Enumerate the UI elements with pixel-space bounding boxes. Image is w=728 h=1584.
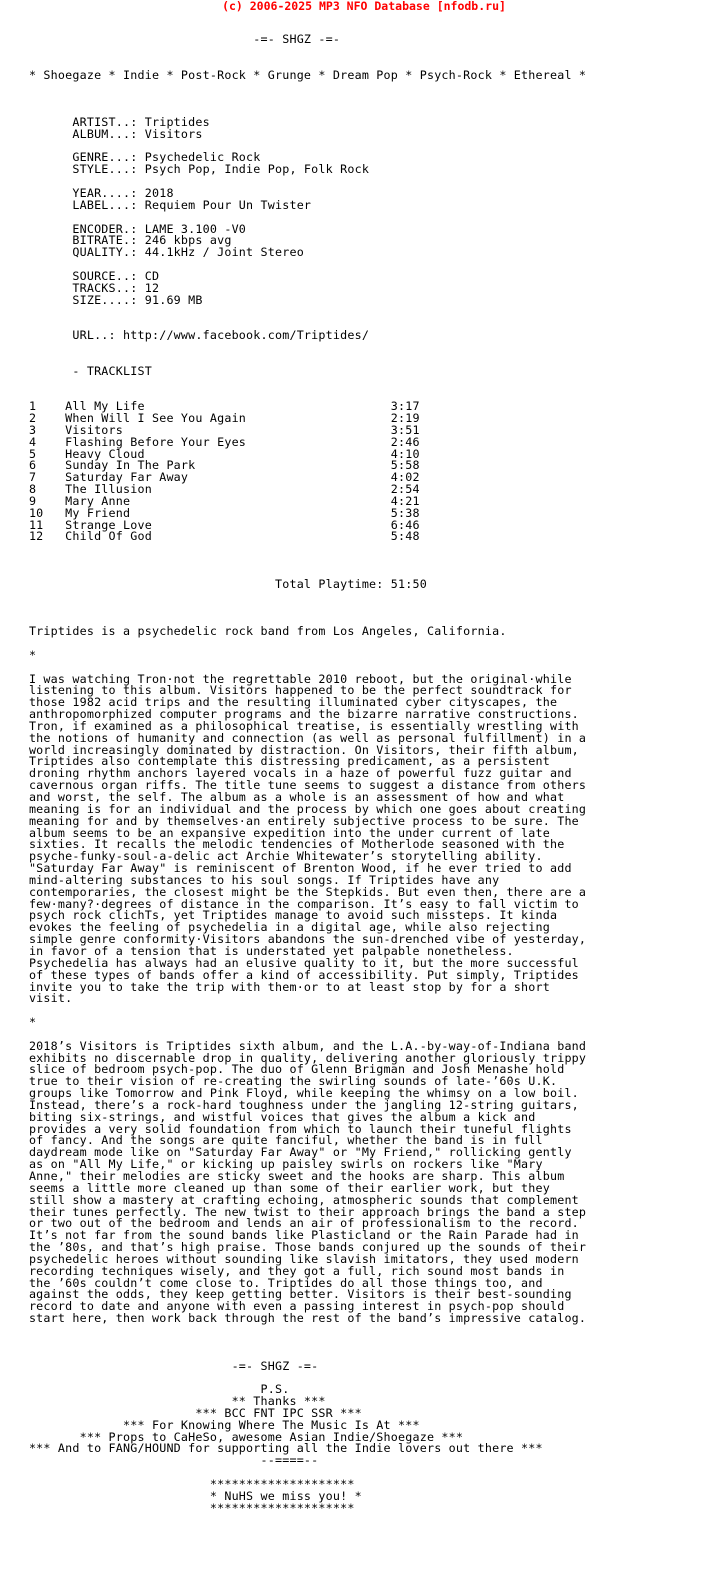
nfo-line: I was watching Tron·not the regrettable 2010 reboot, but the original·while	[0, 671, 572, 686]
nfo-line: few·many?·degrees of distance in the comparison. It’s easy to fall victim to	[0, 896, 579, 911]
nfo-line: anthropomorphized computer programs and the bizarre narrative constructions.	[0, 707, 579, 722]
nfo-line: GENRE...: Psychedelic Rock	[0, 150, 261, 165]
nfo-line: ALBUM...: Visitors	[0, 126, 203, 141]
nfo-line: ********************	[0, 1476, 355, 1491]
nfo-line: 11 Strange Love 6:46	[0, 517, 420, 532]
nfo-line: It’s not far from the sound bands like Plasticland or the Rain Parade had in	[0, 1228, 579, 1243]
nfo-line: invite you to take the trip with them·or to at least stop by for a short	[0, 979, 550, 994]
nfo-line: Instead, there’s a rock-hard toughness under the jangling 12-string guitars,	[0, 1097, 579, 1112]
nfo-line: SIZE....: 91.69 MB	[0, 292, 203, 307]
nfo-line: Total Playtime: 51:50	[0, 576, 427, 591]
nfo-line: 8 The Illusion 2:54	[0, 482, 420, 497]
nfo-line: 4 Flashing Before Your Eyes 2:46	[0, 434, 420, 449]
nfo-line: the ’80s, and that’s high praise. Those bands conjured up the sounds of their	[0, 1240, 587, 1255]
nfo-line: the notions of humanity and connection (as well as personal fulfillment) in a	[0, 730, 587, 745]
nfo-line: groups like Tomorrow and Pink Floyd, while keeping the whimsy on a low boil.	[0, 1086, 579, 1101]
nfo-line: 9 Mary Anne 4:21	[0, 493, 420, 508]
nfo-line: Psychedelia has always had an elusive quality to it, but the more successful	[0, 955, 579, 970]
nfo-line: 1 All My Life 3:17	[0, 399, 420, 414]
nfo-line: as on "All My Life," or kicking up paisley swirls on rockers like "Mary	[0, 1157, 543, 1172]
nfo-line: against the odds, they keep getting better. Visitors is their best-sounding	[0, 1287, 572, 1302]
nfo-line: 2 When Will I See You Again 2:19	[0, 411, 420, 425]
nfo-line: 6 Sunday In The Park 5:58	[0, 458, 420, 473]
nfo-line: provides a very solid foundation from which to launch their tuneful flights	[0, 1121, 572, 1136]
nfo-line: -=- SHGZ -=-	[0, 32, 341, 46]
nfo-line: * Shoegaze * Indie * Post-Rock * Grunge * Dream Pop * Psych-Rock * Ethereal *	[0, 67, 587, 82]
nfo-line: evokes the feeling of psychedelia in a digital age, while also rejecting	[0, 920, 550, 935]
nfo-line: YEAR....: 2018	[0, 185, 174, 200]
nfo-line: ** Thanks ***	[0, 1394, 326, 1409]
nfo-line: psychedelic heroes without sounding like slavish imitators, they used modern	[0, 1251, 579, 1266]
nfo-line: "Saturday Far Away" is reminiscent of Brenton Wood, if he ever tried to add	[0, 861, 572, 876]
nfo-line: cavernous organ riffs. The title tune seems to suggest a distance from others	[0, 778, 587, 793]
nfo-line: Triptides is a psychedelic rock band from Los Angeles, California.	[0, 624, 507, 639]
nfo-line: --====--	[0, 1453, 319, 1468]
nfo-line: contemporaries, the closest might be the Stepkids. But even then, there are a	[0, 884, 587, 899]
nfo-line: 3 Visitors 3:51	[0, 422, 420, 437]
nfo-line: * NuHS we miss you! *	[0, 1488, 362, 1503]
nfo-line: P.S.	[0, 1382, 290, 1397]
nfo-text-body	[0, 34, 586, 1514]
nfo-line: their tunes perfectly. The new twist to their approach brings the band a step	[0, 1204, 587, 1219]
nfo-line: 2018’s Visitors is Triptides sixth album, and the L.A.-by-way-of-Indiana band	[0, 1038, 587, 1053]
nfo-line: droning rhythm anchors layered vocals in a haze of powerful fuzz guitar and	[0, 766, 572, 781]
nfo-line: SOURCE..: CD	[0, 268, 160, 283]
nfo-line[interactable]: URL..: http://www.facebook.com/Triptides/	[0, 328, 370, 343]
nfo-line: album seems to be an expansive expedition into the under current of late	[0, 825, 550, 840]
nfo-line: those 1982 acid trips and the resulting illuminated cyber cityscapes, the	[0, 695, 558, 710]
nfo-line: *** BCC FNT IPC SSR ***	[0, 1405, 362, 1420]
nfo-line: record to date and anyone with even a passing interest in psych-pop should	[0, 1299, 565, 1314]
nfo-line: Anne," their melodies are sticky sweet and the hooks are sharp. This album	[0, 1169, 565, 1183]
nfo-line: ARTIST..: Triptides	[0, 114, 210, 129]
nfo-line: ENCODER.: LAME 3.100 -V0	[0, 221, 247, 236]
nfo-line: mind-altering substances to his soul songs. If Triptides have any	[0, 872, 500, 887]
nfo-line: psyche-funky-soul-a-delic act Archie Whitewater’s storytelling ability.	[0, 849, 543, 864]
nfo-line: 5 Heavy Cloud 4:10	[0, 446, 420, 461]
nfo-line: in favor of a tension that is understated yet palpable nonetheless.	[0, 943, 514, 958]
nfo-line: *** For Knowing Where The Music Is At ***	[0, 1417, 420, 1432]
nfo-line: start here, then work back through the rest of the band’s impressive catalog.	[0, 1311, 587, 1326]
nfo-line: ********************	[0, 1500, 355, 1515]
nfo-line: sixties. It recalls the melodic tendencies of Motherlode seasoned with the	[0, 837, 565, 852]
nfo-line: *** And to FANG/HOUND for supporting all the Indie lovers out there ***	[0, 1441, 543, 1456]
nfo-line: the ’60s couldn’t come close to. Triptides do all those things too, and	[0, 1275, 543, 1290]
nfo-line: meaning is for an individual and the process by which one goes about creating	[0, 801, 587, 816]
nfo-line: or two out of the bedroom and lends an air of professionalism to the record.	[0, 1216, 579, 1231]
nfo-line: visit.	[0, 991, 73, 1006]
nfo-line: STYLE...: Psych Pop, Indie Pop, Folk Rock	[0, 162, 370, 177]
nfo-line: psych rock clichTs, yet Triptides manage to avoid such missteps. It kinda	[0, 908, 558, 923]
nfo-line: 12 Child Of God 5:48	[0, 529, 420, 544]
nfo-line: Tron, if examined as a philosophical treatise, is essentially wrestling with	[0, 718, 579, 733]
nfo-line: listening to this album. Visitors happened to be the perfect soundtrack for	[0, 683, 572, 698]
nfo-line: simple genre conformity·Visitors abandons the sun-drenched vibe of yesterday,	[0, 932, 587, 947]
nfo-line: biting six-strings, and wistful voices that gives the album a kick and	[0, 1109, 536, 1124]
nfo-line: still show a mastery at crafting echoing, atmospheric sounds that complement	[0, 1192, 579, 1207]
nfo-line: recording techniques wisely, and they got a full, rich sound most bands in	[0, 1263, 565, 1278]
nfo-line: and worst, the self. The album as a whole is an assessment of how and what	[0, 790, 565, 804]
nfo-line: QUALITY.: 44.1kHz / Joint Stereo	[0, 245, 304, 260]
nfo-line: - TRACKLIST	[0, 363, 152, 378]
nfo-line: slice of bedroom psych-pop. The duo of Glenn Brigman and Josh Menashe hold	[0, 1062, 565, 1077]
nfo-line: 7 Saturday Far Away 4:02	[0, 470, 420, 485]
nfo-line: *	[0, 647, 37, 662]
nfo-line: of these types of bands offer a kind of accessibility. Put simply, Triptides	[0, 967, 579, 982]
nfo-line: BITRATE.: 246 kbps avg	[0, 233, 232, 248]
nfo-line: Triptides also contemplate this distressing predicament, as a persistent	[0, 754, 550, 769]
nfo-line: -=- SHGZ -=-	[0, 1358, 319, 1373]
nfo-line: 10 My Friend 5:38	[0, 505, 420, 520]
nfo-line: *** Props to CaHeSo, awesome Asian Indie/Shoegaze ***	[0, 1429, 464, 1444]
nfo-line: seems a little more cleaned up than some of their earlier work, but they	[0, 1180, 550, 1195]
nfo-line: LABEL...: Requiem Pour Un Twister	[0, 197, 312, 212]
nfo-line: exhibits no discernable drop in quality, delivering another gloriously trippy	[0, 1050, 587, 1065]
nfo-line: TRACKS..: 12	[0, 280, 160, 295]
nfo-line: *	[0, 1015, 37, 1030]
nfo-line: true to their vision of re-creating the swirling sounds of late-’60s U.K.	[0, 1074, 558, 1089]
nfo-line: daydream mode like on "Saturday Far Away" or "My Friend," rollicking gently	[0, 1145, 572, 1160]
nfo-line: meaning for and by themselves·an entirely subjective process to be sure. The	[0, 813, 579, 828]
nfo-line: world increasingly dominated by distraction. On Visitors, their fifth album,	[0, 742, 579, 757]
nfo-line: of fancy. And the songs are quite fanciful, whether the band is in full	[0, 1133, 543, 1148]
copyright-header: (c) 2006-2025 MP3 NFO Database [nfodb.ru]	[222, 0, 506, 13]
